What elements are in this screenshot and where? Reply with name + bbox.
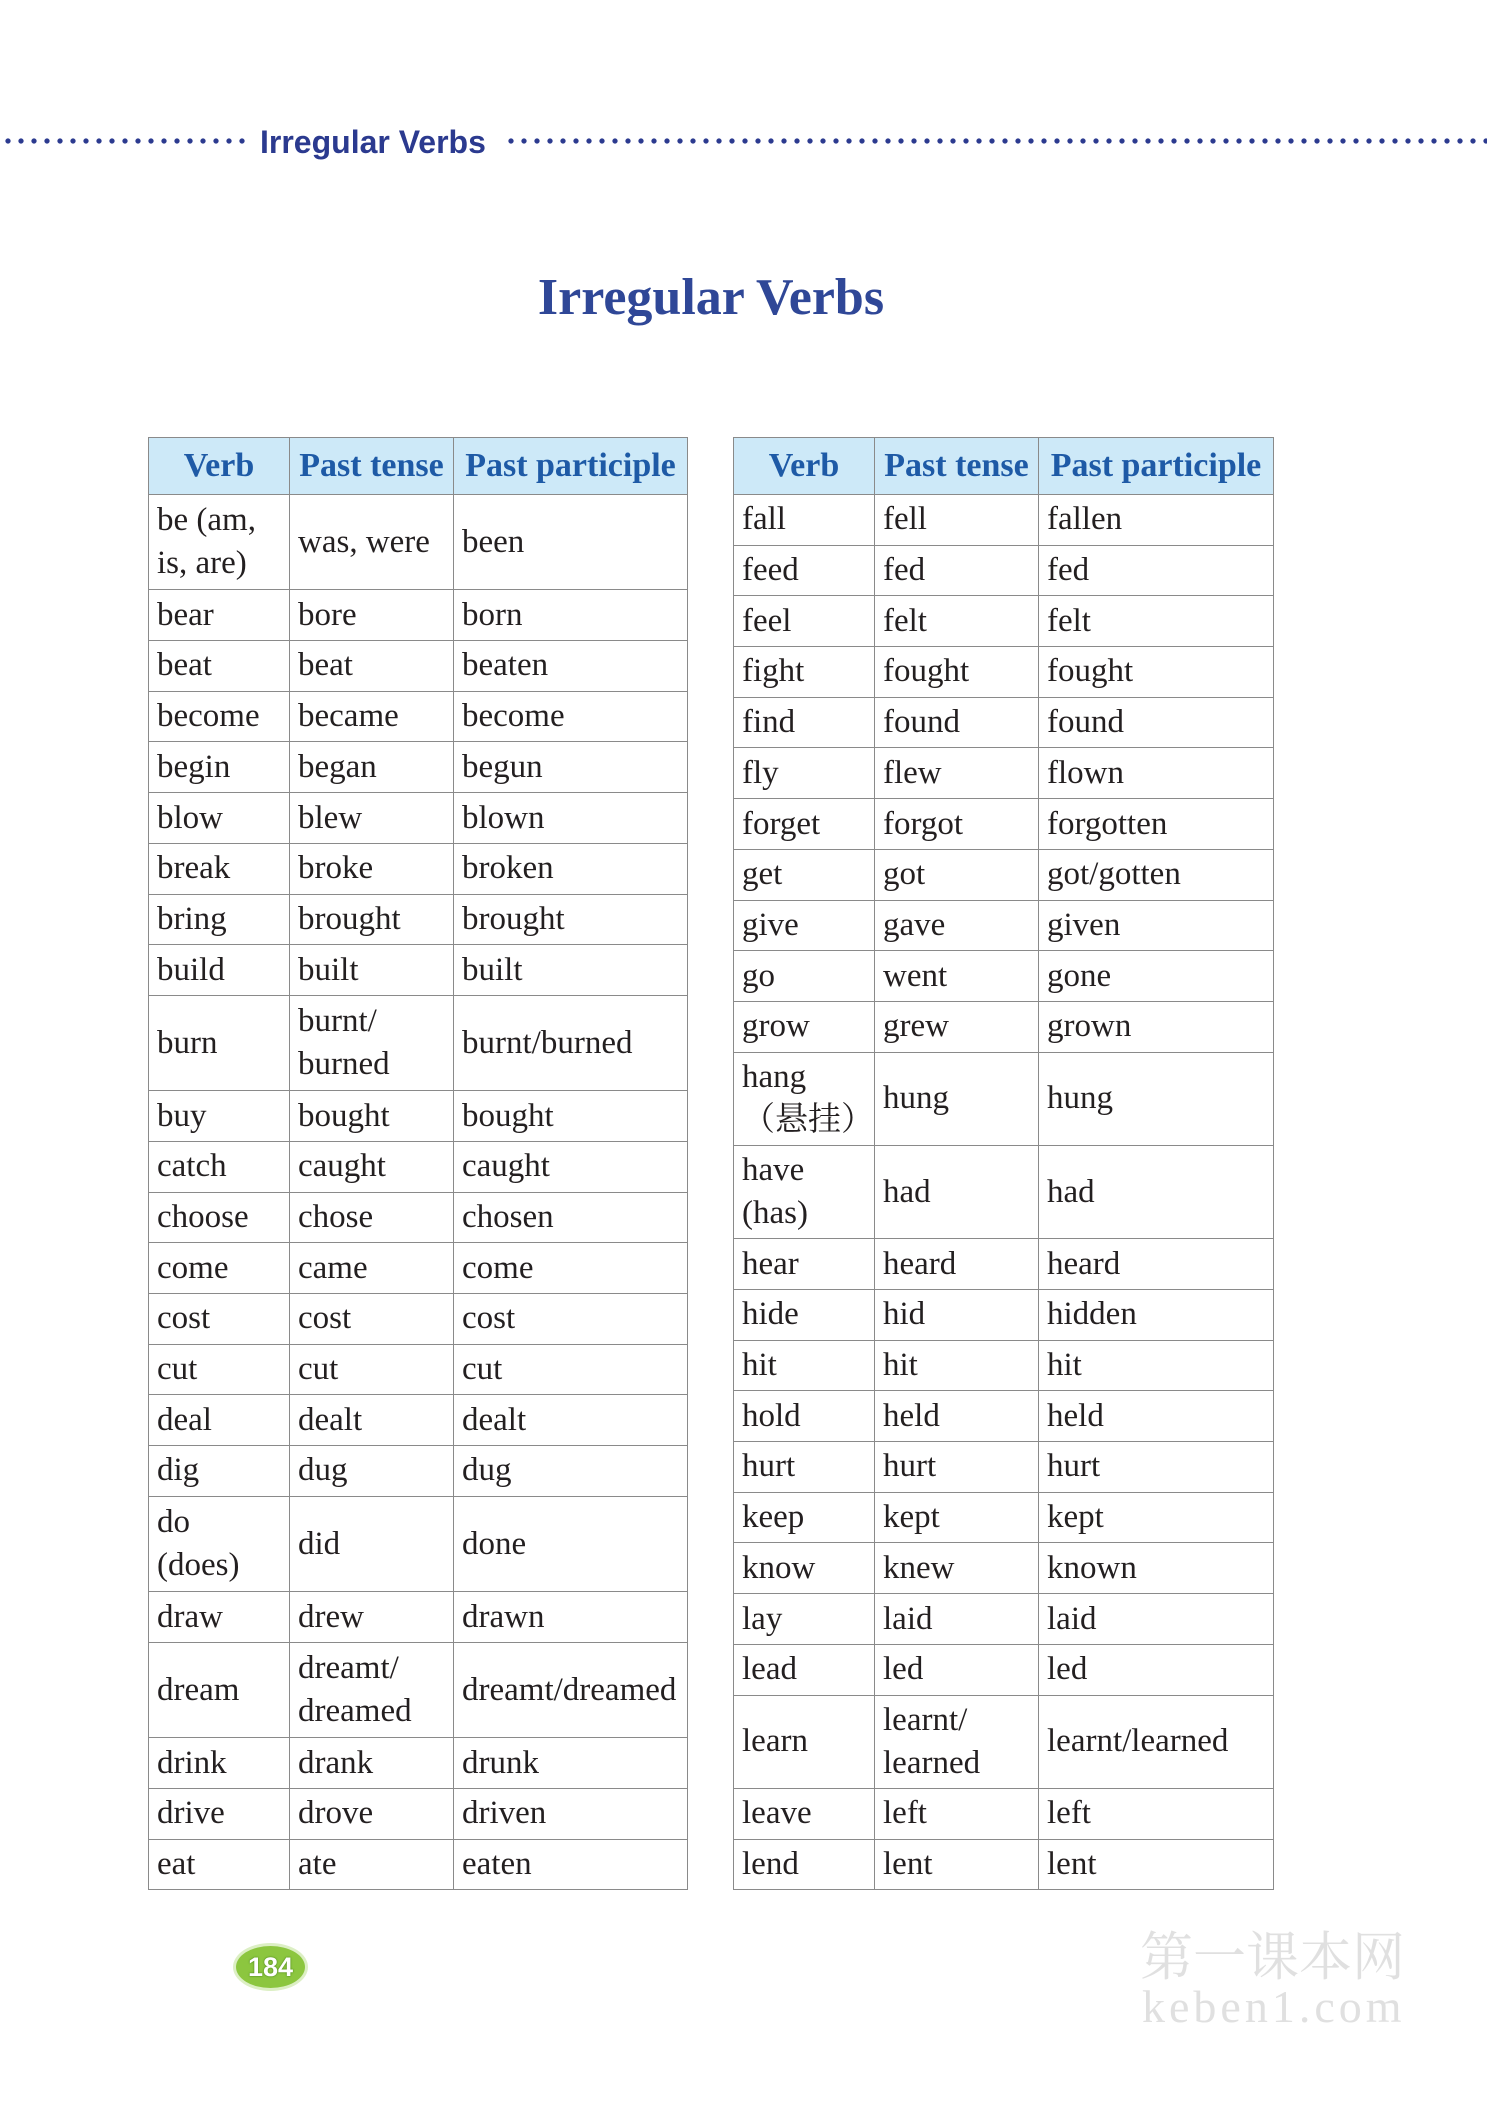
table-row [149,1091,688,1142]
verb-cell: blow [149,793,290,844]
table-row [734,799,1274,850]
past-participle-cell: fought [1039,647,1274,698]
past-participle-cell: bought [454,1091,688,1142]
verb-cell: bring [149,894,290,945]
past-tense-cell: lent [875,1839,1039,1890]
table-row [734,1052,1274,1145]
table-row [734,1340,1274,1391]
verb-cell: fight [734,647,875,698]
past-tense-cell: kept [875,1492,1039,1543]
verb-cell: lend [734,1839,875,1890]
past-tense-cell: cut [290,1344,454,1395]
verb-cell: have (has) [734,1145,875,1238]
past-tense-cell: held [875,1391,1039,1442]
past-tense-cell: fought [875,647,1039,698]
past-tense-cell: cost [290,1294,454,1345]
past-tense-cell: learnt/ learned [875,1695,1039,1788]
column-header-verb: Verb [734,438,875,495]
table-row [734,1839,1274,1890]
past-participle-cell: caught [454,1141,688,1192]
past-tense-cell: knew [875,1543,1039,1594]
past-participle-cell: drunk [454,1738,688,1789]
verb-cell: give [734,900,875,951]
table-row [734,1391,1274,1442]
past-tense-cell: became [290,691,454,742]
table-row [149,691,688,742]
table-row [734,1290,1274,1341]
past-tense-cell: hung [875,1052,1039,1145]
past-participle-cell: born [454,590,688,641]
table-row [734,849,1274,900]
past-participle-cell: chosen [454,1192,688,1243]
past-participle-cell: become [454,691,688,742]
table-header-row [734,438,1274,495]
column-header-past-tense: Past tense [290,438,454,495]
past-participle-cell: left [1039,1788,1274,1839]
past-participle-cell: cost [454,1294,688,1345]
table-row [734,1788,1274,1839]
past-tense-cell: laid [875,1594,1039,1645]
dotted-rule-right [505,135,1487,147]
past-participle-cell: forgotten [1039,799,1274,850]
past-participle-cell: led [1039,1644,1274,1695]
verb-cell: hide [734,1290,875,1341]
verb-cell: cost [149,1294,290,1345]
past-participle-cell: hidden [1039,1290,1274,1341]
verb-cell: dig [149,1446,290,1497]
table-row [149,995,688,1090]
table-row [149,894,688,945]
verb-cell: know [734,1543,875,1594]
verb-cell: buy [149,1091,290,1142]
past-participle-cell: built [454,945,688,996]
table-row [149,742,688,793]
verb-cell: leave [734,1788,875,1839]
past-participle-cell: fed [1039,545,1274,596]
verb-cell: break [149,843,290,894]
verb-cell: cut [149,1344,290,1395]
page-title: Irregular Verbs [537,269,885,326]
past-tense-cell: hit [875,1340,1039,1391]
verb-cell: begin [149,742,290,793]
verb-cell: keep [734,1492,875,1543]
table-row [149,1294,688,1345]
past-tense-cell: bought [290,1091,454,1142]
verb-cell: go [734,951,875,1002]
verb-cell: hear [734,1239,875,1290]
verb-cell: eat [149,1839,290,1890]
past-tense-cell: forgot [875,799,1039,850]
verb-cell: choose [149,1192,290,1243]
past-participle-cell: found [1039,697,1274,748]
past-tense-cell: fell [875,495,1039,546]
past-tense-cell: caught [290,1141,454,1192]
verb-cell: deal [149,1395,290,1446]
past-participle-cell: fallen [1039,495,1274,546]
column-header-verb: Verb [149,438,290,495]
verb-cell: feed [734,545,875,596]
past-participle-cell: gone [1039,951,1274,1002]
table-row [734,951,1274,1002]
table-row [149,945,688,996]
past-participle-cell: dealt [454,1395,688,1446]
table-row [149,1446,688,1497]
table-row [149,1344,688,1395]
table-header [149,438,688,495]
past-participle-cell: got/gotten [1039,849,1274,900]
past-participle-cell: felt [1039,596,1274,647]
past-participle-cell: dreamt/dreamed [454,1642,688,1737]
past-tense-cell: flew [875,748,1039,799]
past-participle-cell: flown [1039,748,1274,799]
verb-cell: fly [734,748,875,799]
past-tense-cell: burnt/ burned [290,995,454,1090]
past-tense-cell: gave [875,900,1039,951]
past-participle-cell: cut [454,1344,688,1395]
verb-cell: come [149,1243,290,1294]
verb-cell: grow [734,1001,875,1052]
past-participle-cell: held [1039,1391,1274,1442]
past-tense-cell: beat [290,641,454,692]
past-tense-cell: led [875,1644,1039,1695]
watermark-url: keben1.com [1142,1981,1406,2032]
past-tense-cell: ate [290,1839,454,1890]
verb-table-left [148,437,688,1890]
past-tense-cell: went [875,951,1039,1002]
running-header-title: Irregular Verbs [260,124,486,160]
table-row [734,1543,1274,1594]
verb-cell: hold [734,1391,875,1442]
verb-table-right [733,437,1274,1890]
table-row [149,1192,688,1243]
past-tense-cell: drove [290,1788,454,1839]
past-participle-cell: broken [454,843,688,894]
table-row [734,1001,1274,1052]
past-participle-cell: laid [1039,1594,1274,1645]
table-row [734,1695,1274,1788]
past-tense-cell: fed [875,545,1039,596]
table-row [149,843,688,894]
table-row [734,647,1274,698]
past-participle-cell: lent [1039,1839,1274,1890]
column-header-past-tense: Past tense [875,438,1039,495]
past-tense-cell: heard [875,1239,1039,1290]
verb-cell: draw [149,1592,290,1643]
table-row [734,697,1274,748]
past-tense-cell: came [290,1243,454,1294]
table-header-row [149,438,688,495]
past-participle-cell: hung [1039,1052,1274,1145]
verb-cell: be (am, is, are) [149,495,290,590]
verb-cell: feel [734,596,875,647]
verb-cell: do (does) [149,1496,290,1591]
table-row [734,748,1274,799]
past-tense-cell: brought [290,894,454,945]
table-row [149,1738,688,1789]
table-row [149,495,688,590]
past-tense-cell: bore [290,590,454,641]
table-row [149,1642,688,1737]
verb-cell: find [734,697,875,748]
past-participle-cell: brought [454,894,688,945]
past-tense-cell: hid [875,1290,1039,1341]
dotted-rule-left [2,135,248,147]
past-participle-cell: hurt [1039,1442,1274,1493]
past-tense-cell: got [875,849,1039,900]
past-tense-cell: felt [875,596,1039,647]
past-tense-cell: blew [290,793,454,844]
table-row [149,641,688,692]
past-participle-cell: had [1039,1145,1274,1238]
verb-cell: bear [149,590,290,641]
past-tense-cell: left [875,1788,1039,1839]
table-row [149,1592,688,1643]
past-tense-cell: chose [290,1192,454,1243]
table-row [734,1239,1274,1290]
table-row [149,1496,688,1591]
verb-cell: fall [734,495,875,546]
verb-cell: hang （悬挂） [734,1052,875,1145]
verb-cell: lay [734,1594,875,1645]
past-participle-cell: blown [454,793,688,844]
table-row [149,1839,688,1890]
past-tense-cell: began [290,742,454,793]
past-tense-cell: broke [290,843,454,894]
table-row [734,1145,1274,1238]
table-row [734,900,1274,951]
past-participle-cell: come [454,1243,688,1294]
past-tense-cell: grew [875,1001,1039,1052]
verb-cell: hit [734,1340,875,1391]
past-participle-cell: burnt/burned [454,995,688,1090]
past-participle-cell: learnt/learned [1039,1695,1274,1788]
table-row [149,1788,688,1839]
watermark-text: 第一课本网 [1140,1927,1405,1988]
column-header-past-participle: Past participle [454,438,688,495]
past-tense-cell: hurt [875,1442,1039,1493]
table-row [149,1395,688,1446]
past-participle-cell: driven [454,1788,688,1839]
table-body [734,495,1274,1890]
past-participle-cell: done [454,1496,688,1591]
past-participle-cell: dug [454,1446,688,1497]
past-tense-cell: drew [290,1592,454,1643]
page-number-badge: 184 [236,1946,305,1988]
table-row [149,1243,688,1294]
past-tense-cell: found [875,697,1039,748]
verb-cell: build [149,945,290,996]
past-tense-cell: drank [290,1738,454,1789]
past-participle-cell: known [1039,1543,1274,1594]
past-tense-cell: was, were [290,495,454,590]
table-body [149,495,688,1890]
past-tense-cell: did [290,1496,454,1591]
table-row [734,1644,1274,1695]
verb-cell: drink [149,1738,290,1789]
verb-cell: catch [149,1141,290,1192]
verb-cell: become [149,691,290,742]
verb-cell: hurt [734,1442,875,1493]
table-row [149,1141,688,1192]
verb-cell: lead [734,1644,875,1695]
past-participle-cell: begun [454,742,688,793]
past-participle-cell: kept [1039,1492,1274,1543]
table-row [734,596,1274,647]
table-row [149,793,688,844]
past-participle-cell: heard [1039,1239,1274,1290]
past-participle-cell: hit [1039,1340,1274,1391]
past-tense-cell: dug [290,1446,454,1497]
verb-cell: beat [149,641,290,692]
past-participle-cell: drawn [454,1592,688,1643]
table-row [734,495,1274,546]
past-participle-cell: been [454,495,688,590]
past-tense-cell: dreamt/ dreamed [290,1642,454,1737]
table-row [734,1492,1274,1543]
verb-cell: burn [149,995,290,1090]
past-tense-cell: dealt [290,1395,454,1446]
column-header-past-participle: Past participle [1039,438,1274,495]
table-header [734,438,1274,495]
table-row [734,1442,1274,1493]
verb-cell: learn [734,1695,875,1788]
past-tense-cell: built [290,945,454,996]
past-participle-cell: grown [1039,1001,1274,1052]
verb-cell: get [734,849,875,900]
table-row [149,590,688,641]
table-row [734,545,1274,596]
table-row [734,1594,1274,1645]
verb-cell: forget [734,799,875,850]
verb-cell: dream [149,1642,290,1737]
verb-cell: drive [149,1788,290,1839]
past-participle-cell: given [1039,900,1274,951]
past-tense-cell: had [875,1145,1039,1238]
past-participle-cell: beaten [454,641,688,692]
past-participle-cell: eaten [454,1839,688,1890]
